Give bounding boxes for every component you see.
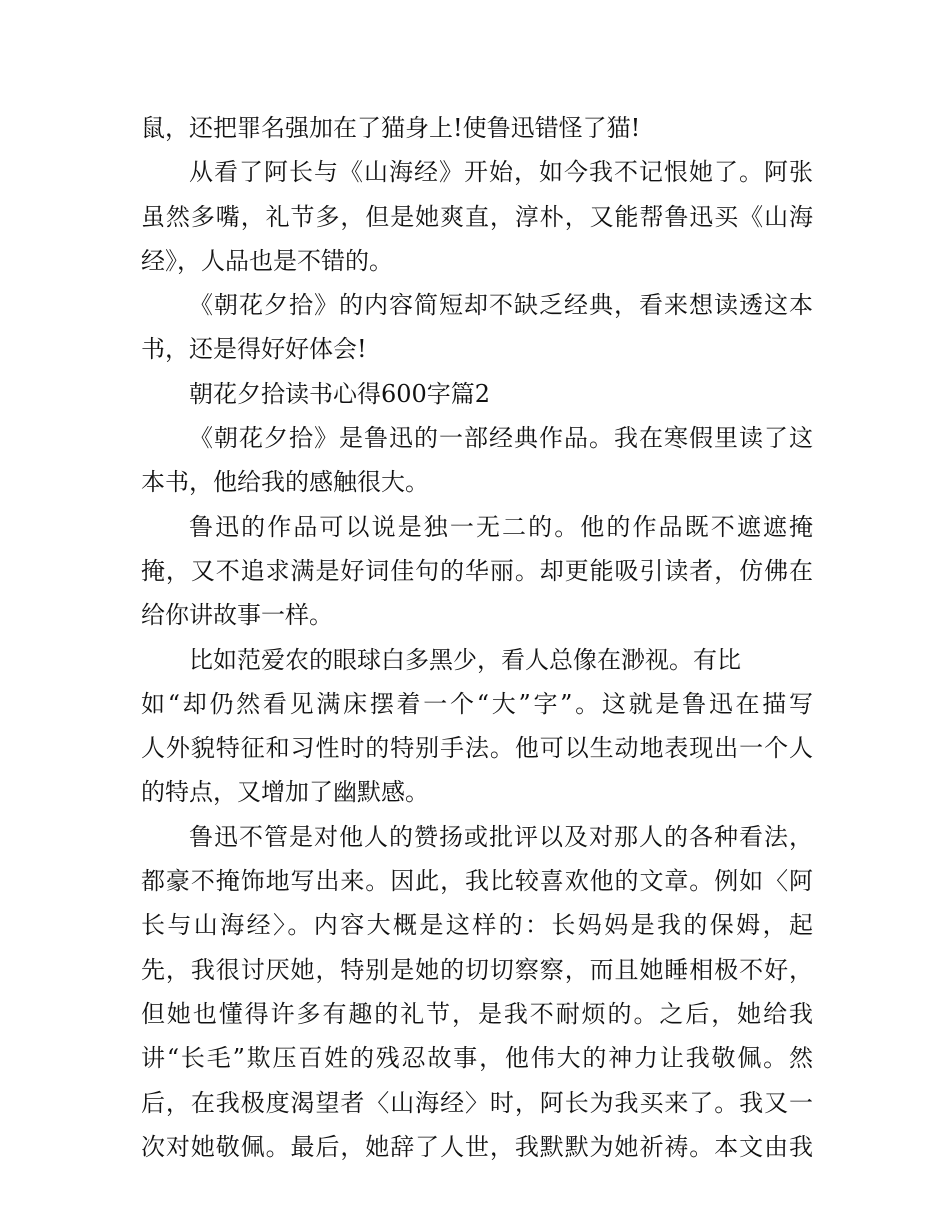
text-line: 经》，人品也是不错的。 bbox=[141, 246, 393, 275]
text-line: 人外貌特征和习性时的特别手法。他可以生动地表现出一个人 bbox=[141, 734, 813, 763]
text-line: 的特点，又增加了幽默感。 bbox=[141, 778, 429, 807]
text-line: 《朝花夕拾》的内容简短却不缺乏经典，看来想读透这本 bbox=[189, 291, 813, 320]
text-line: 本书，他给我的感触很大。 bbox=[141, 468, 429, 497]
text-line: 掩，又不追求满是好词佳句的华丽。却更能吸引读者，仿佛在 bbox=[141, 556, 813, 585]
text-line: 长与山海经〉。内容大概是这样的：长妈妈是我的保姆，起 bbox=[141, 911, 813, 940]
text-line: 但她也懂得许多有趣的礼节，是我不耐烦的。之后，她给我 bbox=[141, 999, 813, 1028]
text-line: 比如范爱农的眼球白多黑少，看人总像在渺视。有比 bbox=[189, 645, 741, 674]
text-line: 虽然多嘴，礼节多，但是她爽直，淳朴，又能帮鲁迅买《山海 bbox=[141, 202, 813, 231]
text-line: 先，我很讨厌她，特别是她的切切察察，而且她睡相极不好， bbox=[141, 955, 813, 984]
text-line: 书，还是得好好体会! bbox=[141, 335, 367, 364]
text-line: 次对她敬佩。最后，她辞了人世，我默默为她祈祷。本文由我 bbox=[141, 1132, 813, 1161]
text-line: 如“却仍然看见满床摆着一个“大”字”。这就是鲁迅在描写 bbox=[141, 689, 813, 718]
text-line: 鲁迅的作品可以说是独一无二的。他的作品既不遮遮掩 bbox=[189, 512, 813, 541]
text-line: 后，在我极度渴望者〈山海经〉时，阿长为我买来了。我又一 bbox=[141, 1088, 813, 1117]
text-line: 都豪不掩饰地写出来。因此，我比较喜欢他的文章。例如〈阿 bbox=[141, 867, 813, 896]
text-line: 从看了阿长与《山海经》开始，如今我不记恨她了。阿张 bbox=[189, 158, 813, 187]
text-line: 《朝花夕拾》是鲁迅的一部经典作品。我在寒假里读了这 bbox=[189, 424, 813, 453]
text-line: 朝花夕拾读书心得600字篇2 bbox=[189, 379, 491, 408]
text-line: 鼠，还把罪名强加在了猫身上!使鲁迅错怪了猫! bbox=[141, 114, 641, 142]
document-body bbox=[141, 106, 813, 1169]
text-line: 讲“长毛”欺压百姓的残忍故事，他伟大的神力让我敬佩。然 bbox=[141, 1044, 813, 1073]
text-line: 鲁迅不管是对他人的赞扬或批评以及对那人的各种看法， bbox=[189, 822, 813, 851]
text-line: 给你讲故事一样。 bbox=[141, 601, 333, 630]
